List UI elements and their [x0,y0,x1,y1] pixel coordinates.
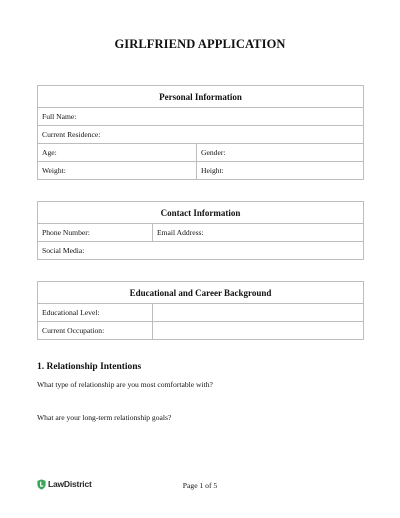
document-title: GIRLFRIEND APPLICATION [114,37,286,51]
gender-field[interactable]: Gender: [197,144,364,162]
page-number: Page 1 of 5 [182,481,218,490]
current-occupation-label: Current Occupation: [38,322,153,340]
phone-number-field[interactable]: Phone Number: [38,224,153,242]
personal-information-heading: Personal Information [38,86,364,108]
education-career-heading: Educational and Career Background [38,282,364,304]
education-career-table [37,281,364,340]
contact-information-table [37,201,364,260]
personal-information-table [37,85,364,180]
current-occupation-input[interactable] [153,322,364,340]
relationship-intentions-heading: 1. Relationship Intentions [37,362,142,372]
weight-field[interactable]: Weight: [38,162,197,180]
email-address-field[interactable]: Email Address: [153,224,364,242]
age-field[interactable]: Age: [38,144,197,162]
brand-name: LawDistrict [48,479,92,489]
educational-level-input[interactable] [153,304,364,322]
contact-information-heading: Contact Information [38,202,364,224]
relationship-question-1: What type of relationship are you most comfortable with? [37,380,213,389]
relationship-question-2: What are your long-term relationship goals? [37,413,172,422]
full-name-field[interactable]: Full Name: [38,108,364,126]
social-media-field[interactable]: Social Media: [38,242,364,260]
height-field[interactable]: Height: [197,162,364,180]
educational-level-label: Educational Level: [38,304,153,322]
current-residence-field[interactable]: Current Residence: [38,126,364,144]
